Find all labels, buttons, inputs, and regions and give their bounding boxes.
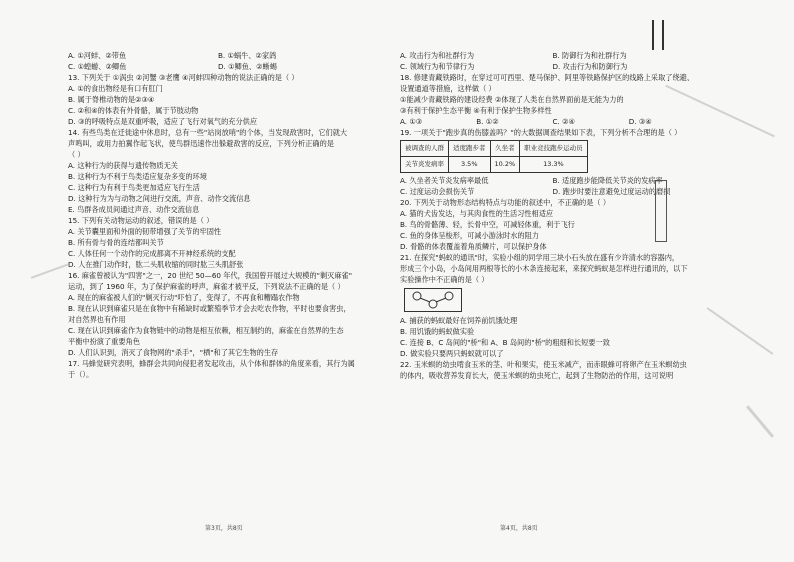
- answer-option: D. 攻击行为和防御行为: [552, 62, 628, 71]
- question-text-line: 对自然界也有作用: [68, 315, 126, 324]
- question-text-line: 形成三个小岛，小岛间用两根等长的小木条连接起来，来探究蚂蚁是怎样进行通讯的，以下: [400, 264, 688, 273]
- table-row: [401, 157, 588, 173]
- question-text-line: 22. 玉米螟的幼虫啃食玉米的茎、叶和果实，使玉米减产，而赤眼蜂可将卵产在玉米螟幼虫: [400, 360, 687, 369]
- answer-option: B. ①蜗牛、②家鸽: [218, 51, 277, 60]
- binding-mark: [652, 20, 664, 50]
- answer-option: A. 攻击行为和社群行为: [400, 51, 475, 60]
- table-row: [401, 141, 588, 157]
- question-text-line: 运动，到了 1960 年，为了保护麻雀的呼声，麻雀才被平反，下列说法不正确的是（ ）: [68, 282, 345, 291]
- answer-option: C. 过度运动会损伤关节: [400, 187, 475, 196]
- answer-options-row: [400, 50, 705, 61]
- answer-option: B. ①②: [476, 117, 499, 126]
- question-text-line: （ ）: [68, 150, 85, 159]
- binding-strip: [655, 180, 667, 242]
- answer-option: A. ①③: [400, 117, 423, 126]
- question-text-line: C. 人体任何一个动作的完成都离不开神经系统的支配: [68, 249, 236, 258]
- question-text-line: 20. 下列关于动物形态结构特点与功能的叙述中，不正确的是（ ）: [400, 198, 611, 207]
- question-text-line: 18. 修建青藏铁路时，在穿过可可西里、楚马保护、阿里等铁路保护区的线路上采取了绕避、: [400, 73, 695, 82]
- question-text-line: B. 用饥饿的蚂蚁做实验: [400, 327, 475, 336]
- table-header-cell: 适度跑步者: [449, 141, 491, 157]
- question-text-line: D. 人在推门动作时，肱二头肌收缩的同时肱三头肌舒张: [68, 260, 244, 269]
- answer-option: D. 跑步时要注意避免过度运动的磨损: [552, 187, 671, 196]
- answer-option: C. 领域行为和节律行为: [400, 62, 475, 71]
- table-cell: 10.2%: [490, 157, 520, 173]
- question-text-line: B. 现在认识到麻雀只是在食物中有稀缺时或繁殖季节才会去吃农作物，平时也要食害虫，: [68, 304, 351, 313]
- question-text-line: E. 鸟群各成员间通过声音、动作交流信息: [68, 205, 200, 214]
- question-text-line: B. 所有骨与骨的连结都叫关节: [68, 238, 164, 247]
- question-text-line: C. ②和④的体表有外骨骼，属于节肢动物: [68, 106, 199, 115]
- answer-option: D. ①鲫鱼、②蜥蜴: [218, 62, 277, 71]
- question-text-line: C. 连接 B、C 岛间的"桥"和 A、B 岛间的"桥"的粗细和长短要一致: [400, 338, 610, 347]
- question-text-line: 的体内，吸收营养发育长大，使玉米螟的幼虫死亡，起到了生物防治的作用，这可说明: [400, 371, 674, 380]
- question-text-line: 17. 马蜂觉研究表明，蜂群会共同向侵犯者发起攻击，从个体和群体的角度来看，其行为属: [68, 359, 355, 368]
- question-text-line: A. 捕获的蚂蚁最好在饲养前饥饿处理: [400, 316, 518, 325]
- question-text-line: B. 这种行为不利于鸟类适应复杂多变的环境: [68, 172, 207, 181]
- question-text-line: 设置通道等措施，这样做（ ）: [400, 84, 496, 93]
- right-page-footer: 第4页，共8页: [500, 525, 538, 532]
- question-text-line: 19. 一项关于"跑步真的伤膝盖吗？"的大数据调查结果如下表，下列分析不合理的是（ ）: [400, 128, 682, 137]
- answer-options-row: [68, 61, 368, 72]
- question-text-line: D. 做实验只要两只蚂蚁就可以了: [400, 349, 504, 358]
- answer-option: A. 久坐者关节炎发病率最低: [400, 176, 489, 185]
- question-text-line: B. 属于脊椎动物的是②③④: [68, 95, 155, 104]
- question-text-line: A. 猫的犬齿发达，与其肉食性的生活习性相适应: [400, 209, 554, 218]
- question-text-line: C. 鱼的身体呈梭形，可减小游泳时水的阻力: [400, 231, 539, 240]
- answer-options-row: [68, 50, 368, 61]
- question-text-line: C. 这种行为有利于鸟类更加适应飞行生活: [68, 183, 200, 192]
- answer-option: C. ①蝗蝣、②鲫鱼: [68, 62, 127, 71]
- answer-options-row: [400, 116, 705, 127]
- question-text-line: D. 人们认识到，消灭了食物网的"杀手"，"栖"和了其它生物的生存: [68, 348, 279, 357]
- answer-option: A. ①河蚌、②带鱼: [68, 51, 127, 60]
- question-text-line: A. ①的食出物经是有口有肛门: [68, 84, 163, 93]
- left-page-footer: 第3页，共8页: [205, 525, 243, 532]
- survey-table: [400, 140, 588, 173]
- answer-option: B. 防御行为和社群行为: [552, 51, 627, 60]
- table-cell: 关节炎发病率: [401, 157, 449, 173]
- question-text-line: 21. 在探究"蚂蚁的通讯"时，实验小组的同学用三块小石头放在盛有少许清水的容器内，: [400, 253, 680, 262]
- question-text-line: 14. 有些鸟类在迁徙途中休息时，总有一些"站岗放哨"的个体，当发现敌害时，它们就大: [68, 128, 348, 137]
- table-cell: 3.5%: [449, 157, 491, 173]
- question-text-line: 15. 下列有关动物运动的叙述，错误的是（ ）: [68, 216, 214, 225]
- question-text-line: 声鸣叫，或用力拍翼作起飞状，使鸟群迅速作出躲避敌害的反应，下列分析正确的是: [68, 139, 334, 148]
- question-text-line: ①能减少青藏铁路的建设经费 ②体现了人类在自然界面前是无能为力的: [400, 95, 624, 104]
- question-text-line: 实验操作中不正确的是（ ）: [400, 275, 489, 284]
- scan-streak: [31, 263, 69, 279]
- question-text-line: 16. 麻雀曾被认为"四害"之一，20 世纪 50—60 年代，我国曾开展过大规模的"剿灭麻雀": [68, 271, 353, 280]
- question-text-line: D. 骨骼的体表覆盖着角质鳞片，可以保护身体: [400, 242, 547, 251]
- table-header-cell: 职业竞技跑步运动员: [520, 141, 588, 157]
- question-text-line: D. ③的呼吸特点是双重呼吸，适应了飞行对氧气的充分供应: [68, 117, 258, 126]
- question-text-line: 平衡中扮演了重要角色: [68, 337, 140, 346]
- table-header-cell: 被调查的人群: [401, 141, 449, 157]
- table-cell: 13.3%: [520, 157, 588, 173]
- question-text-line: A. 关节囊里面和外面的韧带增强了关节的牢固性: [68, 227, 222, 236]
- answer-option: D. ③④: [628, 117, 652, 126]
- ant-island-diagram: [404, 288, 462, 312]
- answer-option: B. 适度跑步能降低关节炎的发病率: [552, 176, 663, 185]
- answer-options-row: [400, 61, 705, 72]
- question-text-line: A. 这种行为的获得与遗传物质无关: [68, 161, 178, 170]
- question-text-line: 于（）。: [68, 370, 94, 379]
- question-text-line: D. 这种行为为与动物之间进行交流，声音、动作交流信息: [68, 194, 251, 203]
- question-text-line: ③有利于保护生态平衡 ④有利于保护生物多样性: [400, 106, 552, 115]
- table-header-cell: 久坐者: [490, 141, 520, 157]
- scan-streak: [746, 405, 774, 438]
- question-text-line: C. 现在认识到麻雀作为食物链中的动物是相互依赖，相互制约的，麻雀在自然界的生态: [68, 326, 344, 335]
- question-text-line: 13. 下列关于 ①涡虫 ②河蟹 ③老鹰 ④河蚌四种动物的说法正确的是（ ）: [68, 73, 299, 82]
- left-column: [68, 50, 368, 380]
- question-text-line: A. 现在的麻雀被人们的"剿灭行动"吓怕了，变得了，不再食和糟蹋农作物: [68, 293, 300, 302]
- answer-option: C. ②④: [552, 117, 575, 126]
- question-text-line: B. 鸟的骨骼薄、轻，长骨中空，可减轻体重，利于飞行: [400, 220, 575, 229]
- scan-streak: [707, 307, 774, 355]
